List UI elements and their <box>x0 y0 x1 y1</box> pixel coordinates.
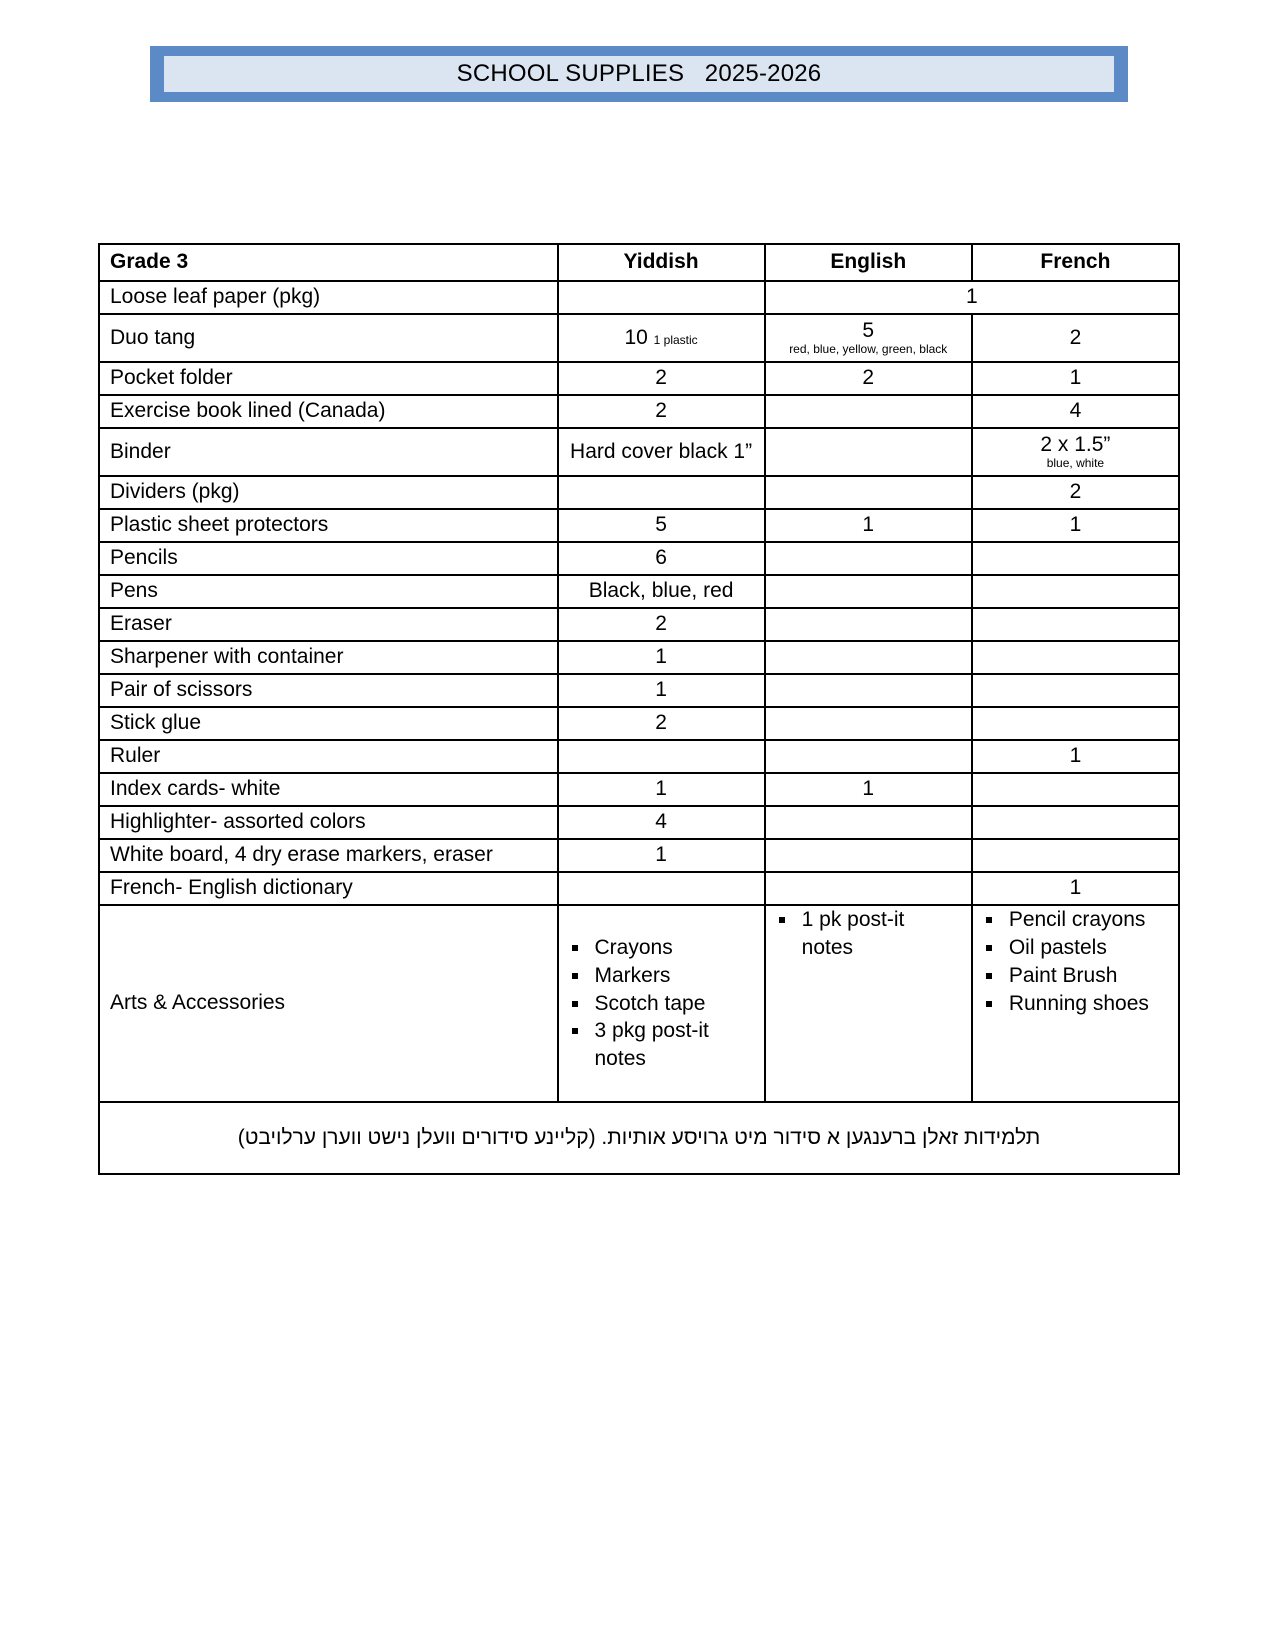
french-cell <box>972 608 1179 641</box>
french-cell <box>972 542 1179 575</box>
english-cell <box>765 872 972 905</box>
french-cell: 1 <box>972 509 1179 542</box>
french-cell <box>972 773 1179 806</box>
table-row-duo-tang <box>99 314 1179 362</box>
item-cell: Binder <box>99 428 558 476</box>
yiddish-cell <box>558 905 765 1102</box>
english-cell <box>765 905 972 1102</box>
table-row-pencils <box>99 542 1179 575</box>
item-cell: Pair of scissors <box>99 674 558 707</box>
title-banner-inner <box>164 56 1114 92</box>
item-cell: Dividers (pkg) <box>99 476 558 509</box>
yiddish-cell: 1 <box>558 641 765 674</box>
list-item: ▪ Markers <box>591 962 754 990</box>
title-banner <box>150 46 1128 102</box>
yiddish-cell <box>558 872 765 905</box>
french-cell: 1 <box>972 362 1179 395</box>
item-cell: Sharpener with container <box>99 641 558 674</box>
french-cell <box>972 839 1179 872</box>
english-cell <box>765 608 972 641</box>
item-cell: French- English dictionary <box>99 872 558 905</box>
french-cell <box>972 905 1179 1102</box>
table-row-loose-leaf <box>99 281 1179 314</box>
yiddish-arts-list <box>569 934 754 1074</box>
yiddish-cell <box>558 740 765 773</box>
table-row-index-cards <box>99 773 1179 806</box>
item-cell: Arts & Accessories <box>99 905 558 1102</box>
table-row-ruler <box>99 740 1179 773</box>
yiddish-header: Yiddish <box>558 244 765 281</box>
table-row-dictionary <box>99 872 1179 905</box>
english-arts-list <box>776 906 961 962</box>
yiddish-cell: 2 <box>558 608 765 641</box>
table-row-binder <box>99 428 1179 476</box>
list-item: ▪ 1 pk post-it notes <box>798 906 961 962</box>
table-row-pens <box>99 575 1179 608</box>
yiddish-cell: 1 <box>558 773 765 806</box>
french-cell <box>972 674 1179 707</box>
yiddish-cell: 2 <box>558 395 765 428</box>
english-cell <box>765 740 972 773</box>
item-cell: Highlighter- assorted colors <box>99 806 558 839</box>
french-cell: 2 <box>972 476 1179 509</box>
table-row-sharpener <box>99 641 1179 674</box>
english-cell <box>765 674 972 707</box>
list-item: ▪ Pencil crayons <box>1005 906 1168 934</box>
list-item: ▪ Paint Brush <box>1005 962 1168 990</box>
item-cell: Exercise book lined (Canada) <box>99 395 558 428</box>
french-cell: 1 <box>972 872 1179 905</box>
table-row-white-board <box>99 839 1179 872</box>
list-item: ▪ Crayons <box>591 934 754 962</box>
table-row-glue <box>99 707 1179 740</box>
english-cell <box>765 575 972 608</box>
french-cell <box>972 575 1179 608</box>
item-cell: Stick glue <box>99 707 558 740</box>
item-cell: Pens <box>99 575 558 608</box>
french-cell: 1 <box>972 740 1179 773</box>
table-row-scissors <box>99 674 1179 707</box>
english-cell <box>765 542 972 575</box>
english-cell: 1 <box>765 509 972 542</box>
item-cell: Plastic sheet protectors <box>99 509 558 542</box>
yiddish-cell <box>558 314 765 362</box>
english-note: red, blue, yellow, green, black <box>789 342 948 357</box>
item-cell: Duo tang <box>99 314 558 362</box>
table-row-exercise-book <box>99 395 1179 428</box>
yiddish-cell: Black, blue, red <box>558 575 765 608</box>
english-cell: 2 <box>765 362 972 395</box>
table-row-sheet-protectors <box>99 509 1179 542</box>
yiddish-cell: 1 <box>558 839 765 872</box>
english-cell <box>765 476 972 509</box>
english-cell <box>765 806 972 839</box>
english-value: 5 <box>862 319 875 343</box>
yiddish-value: 10 <box>624 325 648 349</box>
yiddish-cell: 5 <box>558 509 765 542</box>
english-cell <box>765 314 972 362</box>
yiddish-cell: Hard cover black 1” <box>558 428 765 476</box>
english-cell <box>765 707 972 740</box>
footer-note: תלמידות זאלן ברענגען א סידור מיט גרויסע אותיות. (קליינע סידורים וועלן נישט ווערן ערלויבט) <box>99 1102 1179 1174</box>
item-cell: Index cards- white <box>99 773 558 806</box>
yiddish-note: 1 plastic <box>653 332 698 347</box>
english-cell <box>765 395 972 428</box>
french-value: 2 x 1.5” <box>1040 433 1111 457</box>
list-item: ▪ Oil pastels <box>1005 934 1168 962</box>
yiddish-cell <box>558 281 765 314</box>
english-cell <box>765 641 972 674</box>
french-cell: 2 <box>972 314 1179 362</box>
grade-header: Grade 3 <box>99 244 558 281</box>
page-title: SCHOOL SUPPLIES <box>456 60 685 87</box>
french-cell: 4 <box>972 395 1179 428</box>
yiddish-cell: 6 <box>558 542 765 575</box>
french-arts-list <box>983 906 1168 1018</box>
list-item: ▪ Scotch tape <box>591 990 754 1018</box>
english-cell <box>765 839 972 872</box>
english-header: English <box>765 244 972 281</box>
item-cell: Pocket folder <box>99 362 558 395</box>
table-row-highlighter <box>99 806 1179 839</box>
french-header: French <box>972 244 1179 281</box>
table-row-arts <box>99 905 1179 1102</box>
french-cell <box>972 707 1179 740</box>
item-cell: Loose leaf paper (pkg) <box>99 281 558 314</box>
french-note: blue, white <box>1046 456 1105 471</box>
table-row-dividers <box>99 476 1179 509</box>
english-french-cell: 1 <box>765 281 1179 314</box>
yiddish-cell: 1 <box>558 674 765 707</box>
french-cell <box>972 428 1179 476</box>
table-row-eraser <box>99 608 1179 641</box>
yiddish-cell: 4 <box>558 806 765 839</box>
item-cell: Ruler <box>99 740 558 773</box>
table-row-footer-note <box>99 1102 1179 1174</box>
list-item: ▪ Running shoes <box>1005 990 1168 1018</box>
english-cell: 1 <box>765 773 972 806</box>
french-cell <box>972 806 1179 839</box>
item-cell: Pencils <box>99 542 558 575</box>
header-row <box>99 244 1179 281</box>
yiddish-cell: 2 <box>558 707 765 740</box>
list-item: ▪ 3 pkg post-it notes <box>591 1017 754 1073</box>
yiddish-cell: 2 <box>558 362 765 395</box>
yiddish-cell <box>558 476 765 509</box>
item-cell: Eraser <box>99 608 558 641</box>
supplies-table <box>98 243 1180 1175</box>
table-row-pocket-folder <box>99 362 1179 395</box>
english-cell <box>765 428 972 476</box>
page-title-year: 2025-2026 <box>704 60 822 87</box>
french-cell <box>972 641 1179 674</box>
item-cell: White board, 4 dry erase markers, eraser <box>99 839 558 872</box>
